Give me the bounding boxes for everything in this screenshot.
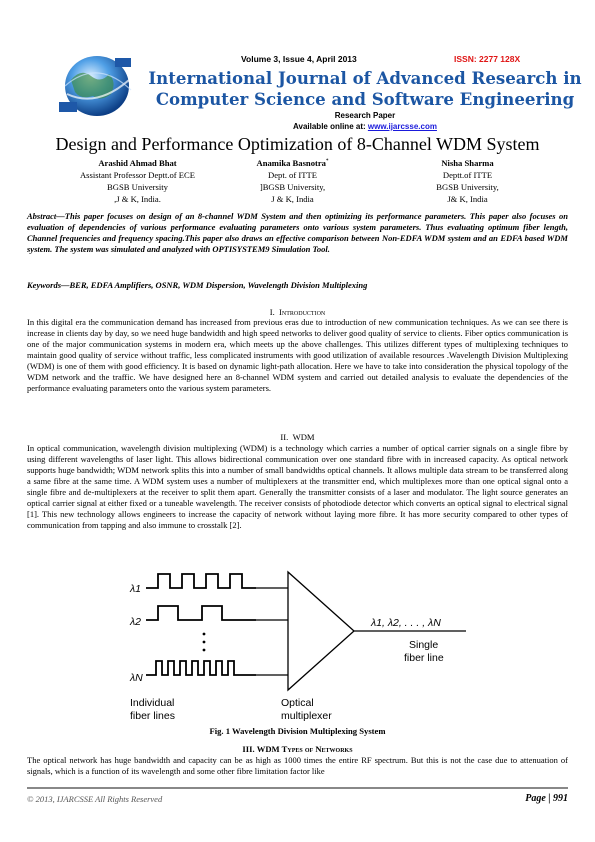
wdm-system-figure <box>128 562 468 722</box>
author-affiliation: Dept. of ITTE <box>268 169 317 180</box>
signal-waveform-2 <box>146 606 256 620</box>
section-body-wdm: In optical communication, wavelength division multiplexing (WDM) is a technology which carries a number of optical carrier signals on a single fibre by using different wavelengths of laser light. This allows bidirectional communication over one standard fibre with in increased capacity. As optical network supports huge bandwidth; WDM network splits this into a number of small bandwidths optical channels. It allows multiple data stream to be transferred along a same fibre at the same time. A WDM system uses a number of multiplexers at the transmitter end, which multiplexes more than one optical signal onto a single fibre and de-multiplexers at the receiver to split them apart. Generally the transmitter consists of a laser and modulator. The light source generates an optical carrier signal at either fixed or a tuneable wavelength. The receiver consists of photodiode detector which converts an optical signal to electrical signal [1]. This new technology allows engineers to increase the capacity of network without laying more fibre. It has more security compared to other types of communication from tapping and also immune to crosstalk [2]. <box>27 443 568 530</box>
journal-title-line1: International Journal of Advanced Research in <box>148 68 582 88</box>
journal-globe-logo <box>57 50 137 122</box>
section-heading: II. WDM <box>280 432 315 442</box>
individual-fiber-label-line1: Individual <box>130 697 175 709</box>
author-block <box>205 156 380 205</box>
single-fiber-label-line1: Single <box>409 639 439 651</box>
author-location: ,J & K, India. <box>114 193 161 204</box>
section-body-network-types: The optical network has huge bandwidth and capacity can be as high as 1000 times the entire RF spectrum. But this is not the case due to attenuation of signals, which is a function of its wavelength and some other fibre limitation factor like <box>27 755 568 776</box>
lambda-2-label: λ2 <box>130 616 142 628</box>
author-affiliation: Assistant Professor Deptt.of ECE <box>79 169 196 180</box>
author-block <box>50 156 225 205</box>
available-prefix: Available online at: <box>293 122 366 131</box>
section-heading: I. Introduction <box>269 307 326 317</box>
lambda-1-label: λ1 <box>130 583 142 595</box>
author-name: Anamika Basnotra* <box>256 157 329 168</box>
copyright-notice: © 2013, IJARCSSE All Rights Reserved <box>27 794 163 804</box>
author-name: Arashid Ahmad Bhat <box>98 157 177 168</box>
author-block <box>380 156 555 205</box>
signal-waveform-n <box>146 661 256 675</box>
author-university: ]BGSB University, <box>259 181 326 192</box>
journal-title-line2: Computer Science and Software Engineering <box>155 89 575 109</box>
author-location: J & K, India <box>271 193 314 204</box>
author-university: BGSB University, <box>436 181 499 192</box>
paper-title: Design and Performance Optimization of 8-Channel WDM System <box>55 134 540 154</box>
optical-mux-label-line2: multiplexer <box>281 710 332 722</box>
journal-website-link[interactable]: www.ijarcsse.com <box>367 122 437 131</box>
footer-divider <box>27 787 568 789</box>
single-fiber-label-line2: fiber line <box>404 652 444 664</box>
lambda-n-label: λN <box>130 672 143 684</box>
keywords: Keywords—BER, EDFA Amplifiers, OSNR, WDM Dispersion, Wavelength Division Multiplexing <box>27 280 368 290</box>
issn: ISSN: 2277 128X <box>454 54 521 64</box>
vertical-ellipsis-dots <box>203 633 206 652</box>
available-online <box>145 122 585 131</box>
volume-issue: Volume 3, Issue 4, April 2013 <box>241 54 357 64</box>
section-body-introduction: In this digital era the communication demand has increased from previous eras due to introduction of new communication techniques. As we can see there is increase in clients day by day, so we need huge bandwidth and high speed networks to deliver good quality of service to clients. Fiber optics communication is one of the major communication systems in modern era, which meets up the above challenges. This utilizes different types of multiplexing techniques to maintain good quality of service without traffic, less complicated instruments with good utilization of available resources .Wavelength Division Multiplexing (WDM) is one of them with good efficiency. It is based on dynamic light-path allocation. Here we have to take into consideration the physical topology of the WDM network and the traffic. We have designed here an 8-channel WDM system and carried out detailed analysis to evaluate the dependencies of the performance evaluating parameters onto the various system parameters. <box>27 317 568 393</box>
paper-type: Research Paper <box>334 111 396 120</box>
output-wavelengths-label: λ1, λ2, . . . , λN <box>371 617 441 629</box>
figure-caption: Fig. 1 Wavelength Division Multiplexing System <box>209 726 386 736</box>
author-name: Nisha Sharma <box>441 157 494 168</box>
author-university: BGSB University <box>107 181 168 192</box>
optical-multiplexer-shape <box>288 572 354 690</box>
signal-waveform-1 <box>146 574 256 588</box>
author-affiliation: Deptt.of ITTE <box>442 169 493 180</box>
page-number: Page | 991 <box>525 793 568 804</box>
abstract: Abstract—This paper focuses on design of an 8-channel WDM System and then optimizing its performance parameters. This paper also focuses on evaluation of dependencies of various performance evaluating parameters onto various system parameters. Thus evaluating optimum fiber length, Channel frequencies and frequency spacing.This paper also draws an effective comparison between Non-EDFA WDM system and an EDFA based WDM system. The system was simulated and analyzed with OPTISYSTEM9 Simulation Tool. <box>27 211 568 254</box>
section-heading: III. WDM Types of Networks <box>242 744 353 754</box>
optical-mux-label-line1: Optical <box>281 697 314 709</box>
individual-fiber-label-line2: fiber lines <box>130 710 175 722</box>
author-location: J& K, India <box>447 193 488 204</box>
